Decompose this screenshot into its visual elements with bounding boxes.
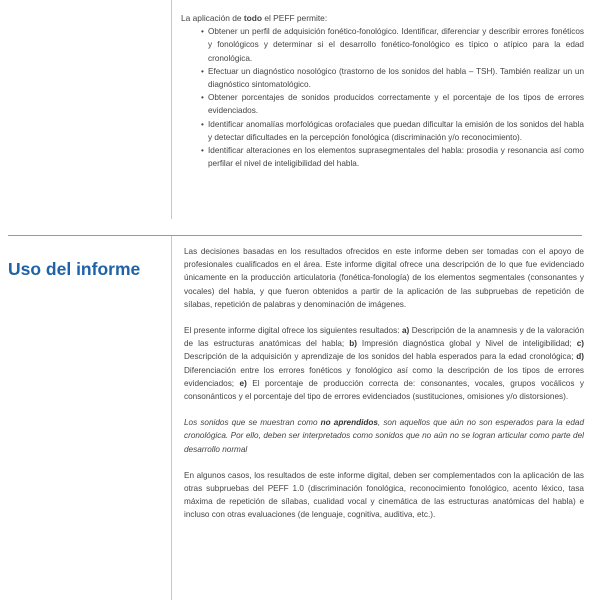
note-paragraph: Los sonidos que se muestran como no aprendidos, son aquellos que aún no son esperados para la edad cronológica. Por ello, deben ser interpretados como sonidos que no aún no se logran articular como parte del desarrollo normal — [184, 418, 585, 454]
list-item: • Efectuar un diagnóstico nosológico (trastorno de los sonidos del habla – TSH). También realizar un un diagnóstico sintomatológico. — [208, 65, 584, 91]
intro-line — [172, 0, 584, 25]
intro-bold-word: todo — [243, 13, 262, 23]
list-item: • Identificar alteraciones en los elementos suprasegmentales del habla: prosodia y resonancia así como perfilar el nivel de inteligibilidad del habla. — [208, 144, 584, 170]
list-item: • Obtener un perfil de adquisición fonético-fonológico. Identificar, diferenciar y describir errores fonéticos y fonológicos y determinar si el desarrollo fonético-fonológico es típico o atípico para la edad cronológica. — [208, 25, 584, 65]
results-paragraph: El presente informe digital ofrece los siguientes resultados: a) Descripción de la anamnesis y de la valoración de las estructuras anatómicas del habla; b) Impresión diagnóstica global y Nivel de inteligibilidad; c) Descripción de la adquisición y aprendizaje de los sonidos del habla esperados para la edad cronológica; d) Diferenciación entre los errores fonéticos y fonológico así como la descripción de los tipos de errores evidenciados; e) El porcentaje de producción correcta de: consonantes, vocales, grupos vocálicos y consonánticos y el porcentaje del tipo de errores evidenciados (sustituciones, omisiones y/o distorsiones). — [184, 326, 585, 402]
paragraph: Las decisiones basadas en los resultados ofrecidos en este informe deben ser tomadas con el apoyo de profesionales cualificados en el área. Este informe digital ofrece una descripción de lo que fue evidenciado únicamente en la producción articulatoria (fonética-fonología) de los elementos segmentales (consonantes y vocales) del habla, y que fueron obtenidos a partir de la aplicación de las subpruebas de repetición de sílabas, repetición de palabras y denominación de imágenes. — [184, 247, 584, 309]
list-item: • Obtener porcentajes de sonidos producidos correctamente y el porcentaje de los tipos de errores evidenciados. — [208, 91, 584, 117]
paragraph: En algunos casos, los resultados de este informe digital, deben ser complementados con la aplicación de las otras subpruebas del PEFF 1.0 (discriminación fonológica, reconocimiento fonológico, acento léxico, tasa máxima de repetición de sílabas, cualidad vocal y cinemática de las estructuras anatómicas del habla) e incluso con otras evaluaciones (de lenguaje, cognitiva, auditiva, etc.). — [184, 470, 584, 520]
intro-prefix: La aplicación de — [181, 13, 244, 23]
peff-capabilities-section — [171, 0, 584, 219]
list-item: • Identificar anomalías morfológicas orofaciales que puedan dificultar la emisión de los sonidos del habla y detectar dificultades en la percepción fonológica (discriminación y/o reconocimiento). — [208, 118, 584, 144]
report-usage-section — [171, 236, 584, 600]
capabilities-list — [172, 25, 584, 170]
intro-suffix: el PEFF permite: — [262, 13, 328, 23]
section-heading: Uso del informe — [8, 259, 141, 279]
